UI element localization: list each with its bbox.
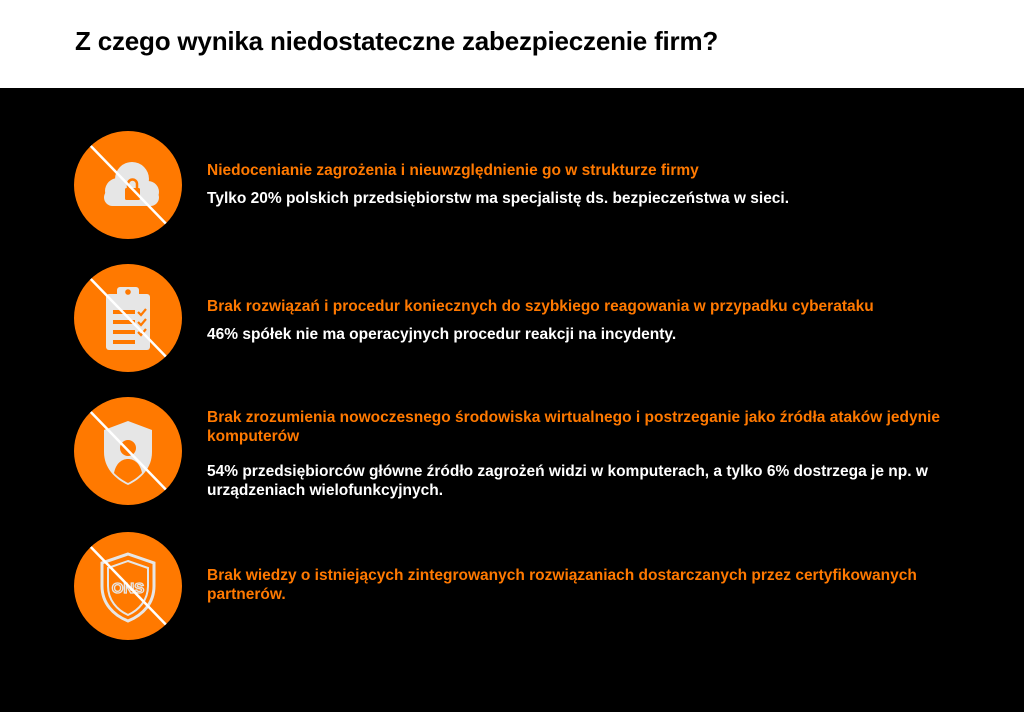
item-heading: Brak wiedzy o istniejących zintegrowanych rozwiązaniach dostarczanych przez certyfikowanych partnerów. xyxy=(207,567,917,603)
shield-ons-icon xyxy=(74,532,182,640)
item-heading: Niedocenianie zagrożenia i nieuwzględnienie go w strukturze firmy xyxy=(207,162,699,179)
item-description: 46% spółek nie ma operacyjnych procedur reakcji na incydenty. xyxy=(207,326,677,343)
item-3 xyxy=(207,408,967,500)
page-title: Z czego wynika niedostateczne zabezpieczenie firm? xyxy=(75,26,719,56)
cloud-lock-icon xyxy=(74,131,182,239)
item-heading: Brak zrozumienia nowoczesnego środowiska wirtualnego i postrzeganie jako źródła ataków jedynie komputerów xyxy=(207,409,940,445)
item-description: 54% przedsiębiorców główne źródło zagrożeń widzi w komputerach, a tylko 6% dostrzega je np. w urządzeniach wielofunkcyjnych. xyxy=(207,463,928,499)
content-panel xyxy=(0,88,1024,712)
icon-label: ONS xyxy=(111,580,145,597)
item-2 xyxy=(207,297,967,344)
clipboard-checklist-icon xyxy=(74,264,182,372)
item-1 xyxy=(207,161,967,208)
shield-user-icon xyxy=(74,397,182,505)
item-heading: Brak rozwiązań i procedur koniecznych do szybkiego reagowania w przypadku cyberataku xyxy=(207,298,874,315)
item-4 xyxy=(207,566,967,604)
header xyxy=(0,0,1024,88)
item-description: Tylko 20% polskich przedsiębiorstw ma specjalistę ds. bezpieczeństwa w sieci. xyxy=(207,190,790,207)
